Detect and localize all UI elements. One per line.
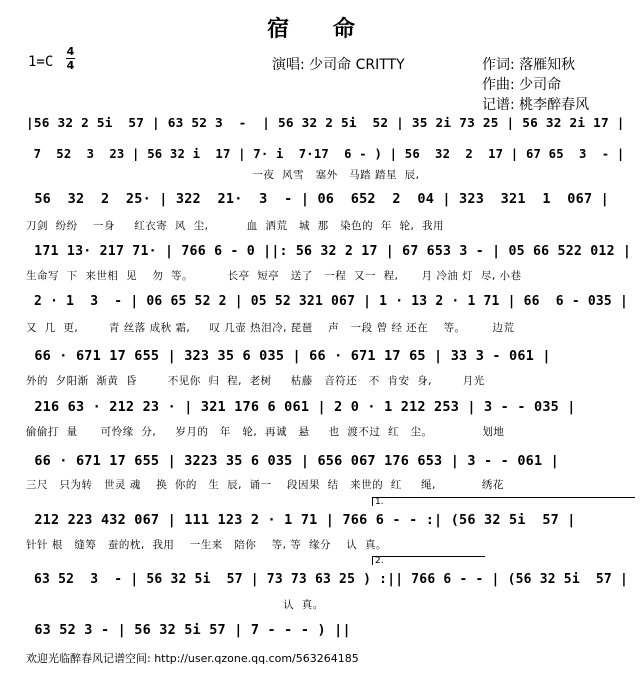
score-row-6-lyrics: 外的 夕阳渐 渐黄 昏 不见你 归 程, 老树 枯藤 音符还 不 肯安 身, 月光 (26, 375, 485, 387)
score-row-6-notes: 66 · 671 17 655 | 323 35 6 035 | 66 · 671 17 65 | 33 3 - 061 | (26, 348, 551, 364)
score-row-9-lyrics: 针针 根 缝筹 蚕的枕, 我用 一生来 陪你 等, 等 缘分 认 真。 (26, 539, 387, 551)
second-ending-label: 2. (375, 556, 384, 566)
footer-note: 欢迎光临醉春风记谱空间: http://user.qzone.qq.com/563264185 (26, 652, 359, 665)
score-row-7-lyrics: 偷偷打 量 可怜缘 分, 岁月的 年 轮, 再诚 悬 也 渡不过 红 尘。 划地 (26, 426, 505, 438)
score-row-4-notes: 171 13· 217 71· | 766 6 - 0 ||: 56 32 2 17 | 67 653 3 - | 05 66 522 012 | (26, 244, 632, 259)
transcriber-credit: 记谱: 桃李醉春风 (482, 97, 590, 113)
score-row-8-lyrics: 三尺 只为转 世灵 魂 换 你的 生 辰, 诵一 段因果 结 来世的 红 绳, 绣花 (26, 479, 504, 491)
page-title: 宿 命 (267, 16, 373, 42)
score-row-9-notes: 212 223 432 067 | 111 123 2 · 1 71 | 766 6 - - :| (56 32 5i 57 | (26, 512, 576, 528)
time-signature (66, 46, 75, 71)
score-row-4-lyrics: 生命写 下 来世相 见 勿 等。 长亭 短亭 送了 一程 又一 程, 月 冷油 灯 尽, 小巷 (26, 270, 522, 282)
composer-credit: 作曲: 少司命 (482, 77, 562, 93)
lyricist-credit: 作词: 落雁知秋 (482, 57, 576, 73)
score-row-1-notes: |56 32 2 5i 57 | 63 52 3 - | 56 32 2 5i 52 | 35 2i 73 25 | 56 32 2i 17 | (26, 116, 625, 131)
time-bottom: 4 (66, 59, 75, 72)
score-row-3-notes: 56 32 2 25· | 322 21· 3 - | 06 652 2 04 | 323 321 1 067 | (26, 191, 609, 207)
score-row-2-notes: 7 52 3 23 | 56 32 i 17 | 7· i 7·17 6 - ) | 56 32 2 17 | 67 65 3 - | (26, 147, 625, 161)
score-row-11-notes: 63 52 3 - | 56 32 5i 57 | 7 - - - ) || (26, 622, 351, 638)
score-row-3-lyrics: 刀剑 纷纷 一身 红衣寄 风 尘, 血 洒荒 城 那 染色的 年 轮, 我用 (26, 220, 445, 232)
time-top: 4 (66, 45, 75, 58)
score-row-5-notes: 2 · 1 3 - | 06 65 52 2 | 05 52 321 067 | 1 · 13 2 · 1 71 | 66 6 - 035 | (26, 294, 628, 309)
score-row-5-lyrics: 又 几 更, 青 丝落 成秋 霜, 叹 几壶 热泪冷, 琵琶 声 一段 曾 经 还在 等。 边荒 (26, 322, 515, 334)
score-row-8-notes: 66 · 671 17 655 | 3223 35 6 035 | 656 067 176 653 | 3 - - 061 | (26, 453, 559, 469)
second-ending-bracket (372, 556, 485, 565)
score-row-10-notes: 63 52 3 - | 56 32 5i 57 | 73 73 63 25 ) :|| 766 6 - - | (56 32 5i 57 | (26, 572, 628, 587)
score-row-7-notes: 216 63 · 212 23 · | 321 176 6 061 | 2 0 · 1 212 253 | 3 - - 035 | (26, 399, 576, 415)
score-row-2-lyrics: 一夜 风雪 塞外 马踏 踏星 辰, (26, 169, 420, 181)
singer-credit: 演唱: 少司命 CRITTY (272, 57, 405, 73)
first-ending-bracket (372, 497, 635, 506)
key-signature: 1=C (28, 54, 54, 70)
first-ending-label: 1. (375, 497, 384, 507)
score-row-10-lyrics: 认 真。 (26, 599, 324, 611)
